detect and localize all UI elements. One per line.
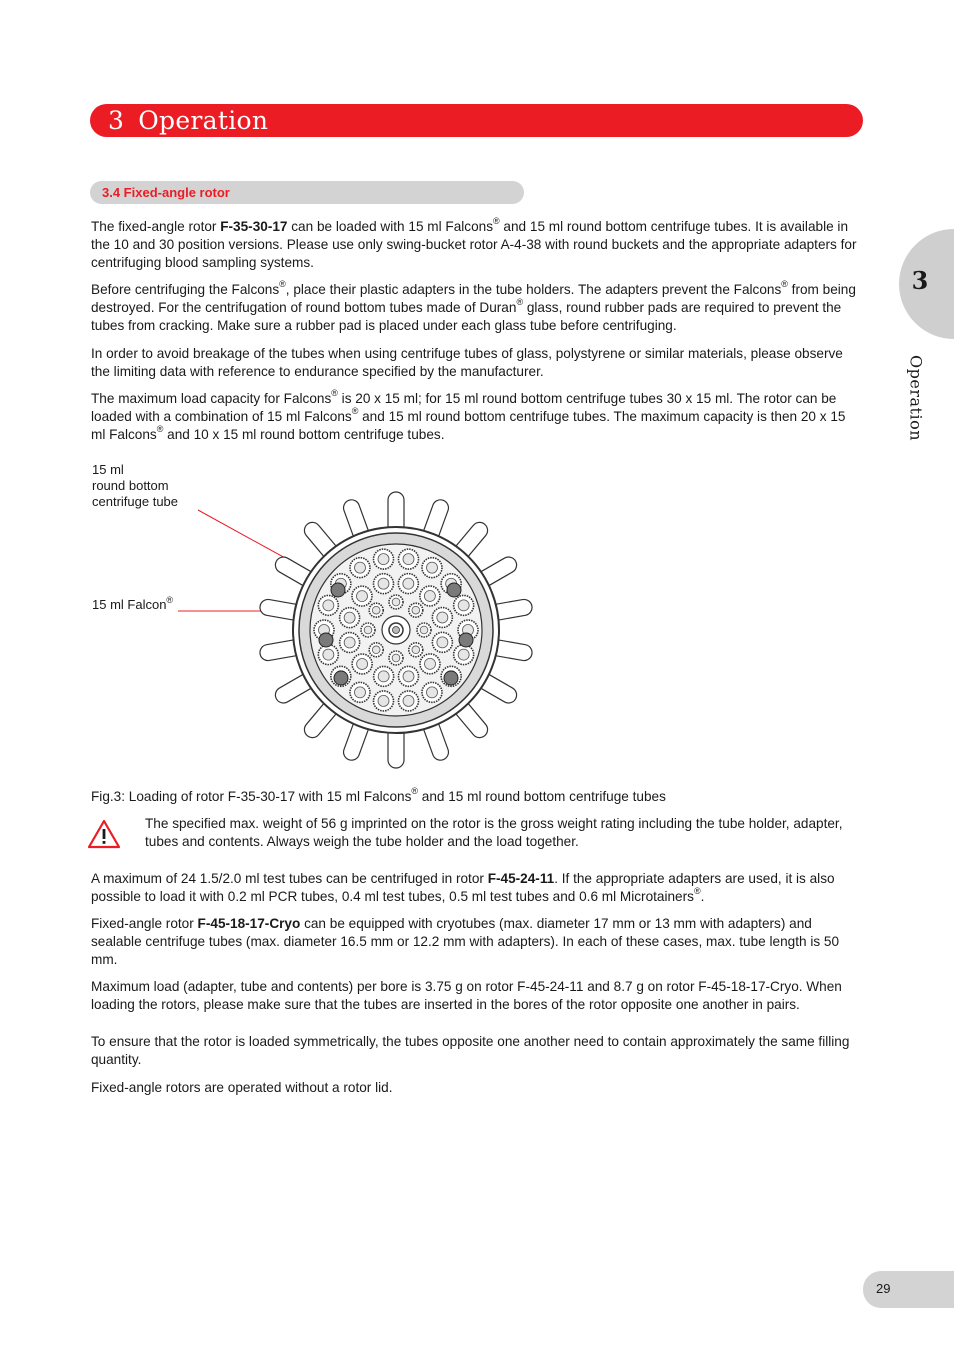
chapter-number: 3	[108, 106, 125, 135]
round-bottom-tube-marker	[319, 633, 333, 647]
figure-label-falcon: 15 ml Falcon®	[92, 594, 174, 612]
rotor-tube	[389, 651, 403, 665]
rotor-tube	[373, 691, 393, 711]
rotor-tube	[409, 643, 423, 657]
rotor-tube	[420, 654, 440, 674]
rotor-tube	[422, 682, 442, 702]
chapter-title: Operation	[138, 106, 269, 135]
rotor-tube	[352, 586, 372, 606]
rotor-tube	[369, 603, 383, 617]
round-bottom-tube-marker	[459, 633, 473, 647]
round-bottom-tube-marker	[447, 583, 461, 597]
paragraph-max-load-per-bore: Maximum load (adapter, tube and contents) per bore is 3.75 g on rotor F-45-24-11 and 8.7 g on rotor F-45-18-17-Cryo. When loading the rotors, please make sure that the tubes are inserted in the bores of the rotor opposite one another in pairs.	[91, 979, 842, 1012]
rotor-tube	[398, 574, 418, 594]
rotor-tube	[420, 586, 440, 606]
section-title: 3.4 Fixed-angle rotor	[102, 185, 230, 200]
rotor-tube	[432, 607, 452, 627]
round-bottom-tube-marker	[444, 671, 458, 685]
chapter-header	[90, 104, 863, 137]
rotor-tube	[454, 595, 474, 615]
figure-label-round-bottom-tube: 15 ml round bottom centrifuge tube	[92, 462, 179, 509]
figure-caption: Fig.3: Loading of rotor F-35-30-17 with 15 ml Falcons® and 15 ml round bottom centrifuge tubes	[91, 786, 666, 804]
rotor-tube	[417, 623, 431, 637]
paragraph-f-45-24-11: A maximum of 24 1.5/2.0 ml test tubes can be centrifuged in rotor F-45-24-11. If the appropriate adapters are used, it is also possible to load it with 0.2 ml PCR tubes, 0.4 ml test tubes, 0.5 ml test tubes and 0.6 ml Microtainers®.	[91, 871, 835, 904]
round-bottom-tube-marker	[331, 583, 345, 597]
rotor-tube	[340, 633, 360, 653]
warning-text: The specified max. weight of 56 g imprinted on the rotor is the gross weight rating including the tube holder, adapter, tubes and contents. Always weigh the tube holder and the load together.	[145, 816, 843, 849]
rotor-tube	[454, 645, 474, 665]
rotor-tube	[409, 603, 423, 617]
paragraph-before-centrifuging: Before centrifuging the Falcons®, place their plastic adapters in the tube holders. The adapters prevent the Falcons® from being destroyed. For the centrifugation of round bottom tubes made of Duran® glass, round rubber pads are required to prevent the tubes from cracking. Make sure a rubber pad is placed under each glass tube before centrifuging.	[91, 279, 856, 333]
rotor-tube	[399, 666, 419, 686]
side-tab-label: Operation	[906, 355, 926, 441]
paragraph-symmetric-loading: To ensure that the rotor is loaded symmetrically, the tubes opposite one another need to contain approximately the same filling quantity.	[91, 1034, 850, 1067]
rotor-tube	[318, 645, 338, 665]
paragraph-no-rotor-lid: Fixed-angle rotors are operated without a rotor lid.	[91, 1080, 393, 1095]
warning-icon	[86, 818, 122, 850]
rotor-tube	[373, 549, 393, 569]
rotor-tube	[340, 608, 360, 628]
rotor-tube	[369, 643, 383, 657]
rotor-tube	[399, 549, 419, 569]
page-number: 29	[876, 1281, 891, 1296]
rotor-tube	[389, 595, 403, 609]
paragraph-f-45-18-17-cryo: Fixed-angle rotor F-45-18-17-Cryo can be equipped with cryotubes (max. diameter 17 mm or 13 mm with adapters) and sealable centrifuge tubes (max. diameter 16.5 mm or 12.2 mm with adapters). In each of these cases, max. tube length is 50 mm.	[91, 916, 840, 967]
rotor-tube	[399, 691, 419, 711]
rotor-tube	[373, 574, 393, 594]
rotor-tube	[350, 682, 370, 702]
side-tab-number: 3	[911, 266, 929, 295]
rotor-tube	[318, 595, 338, 615]
rotor-tube	[352, 654, 372, 674]
paragraph-breakage: In order to avoid breakage of the tubes when using centrifuge tubes of glass, polystyrene or similar materials, please observe the limiting data with reference to endurance specified by the manufacturer.	[91, 346, 843, 379]
rotor-diagram	[256, 490, 536, 770]
paragraph-max-load: The maximum load capacity for Falcons® is 20 x 15 ml; for 15 ml round bottom centrifuge tubes 30 x 15 ml. The rotor can be loaded with a combination of 15 ml Falcons® and 15 ml round bottom centrifuge tubes. The maximum capacity is then 20 x 15 ml Falcons® and 10 x 15 ml round bottom centrifuge tubes.	[91, 388, 846, 442]
round-bottom-tube-marker	[334, 671, 348, 685]
paragraph-rotor-intro: The fixed-angle rotor F-35-30-17 can be loaded with 15 ml Falcons® and 15 ml round bottom centrifuge tubes. It is available in the 10 and 30 position versions. Please use only swing-bucket rotor A-4-38 with round buckets and the appropriate adapters for centrifuging blood sampling systems.	[91, 216, 857, 270]
rotor-tube	[350, 558, 370, 578]
section-header	[90, 181, 524, 204]
rotor-tube	[374, 666, 394, 686]
rotor-tube	[422, 558, 442, 578]
rotor-tube	[361, 623, 375, 637]
rotor-tube	[432, 632, 452, 652]
